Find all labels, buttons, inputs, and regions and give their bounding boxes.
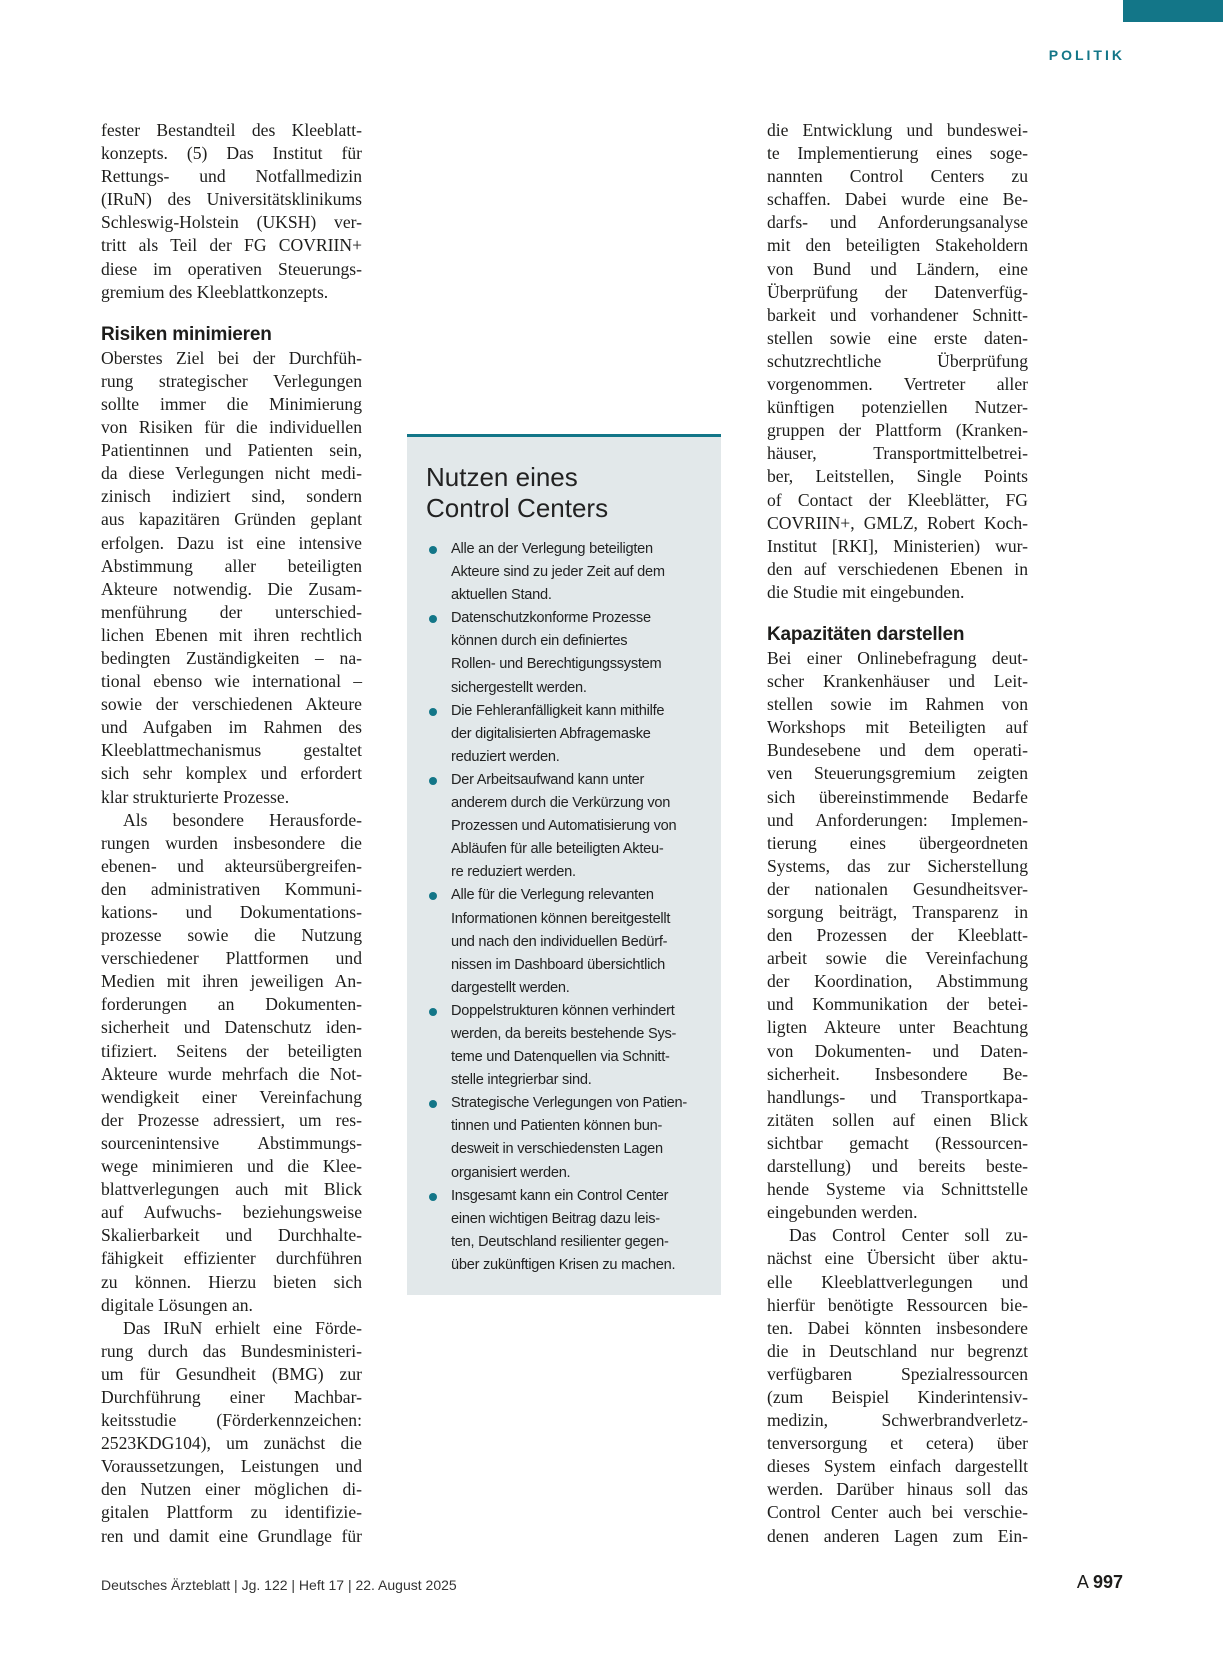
text-line: wendigkeit einer Vereinfachung bbox=[101, 1086, 362, 1107]
text-line: auf Aufwuchs- beziehungsweise bbox=[101, 1202, 362, 1223]
info-box-item-line: desweit in verschiedensten Lagen bbox=[451, 1141, 663, 1158]
bullet-icon bbox=[429, 615, 437, 623]
info-box-item-line: einen wichtigen Beitrag dazu leis- bbox=[451, 1210, 660, 1227]
info-box-item-line: re reduziert werden. bbox=[451, 864, 576, 881]
page-number-value: 997 bbox=[1092, 1572, 1123, 1592]
bullet-icon bbox=[429, 1100, 437, 1108]
text-line: 2523KDG104), um zunächst die bbox=[101, 1433, 362, 1454]
text-line: zinisch indiziert sind, sondern bbox=[101, 486, 362, 507]
text-line: COVRIIN+, GMLZ, Robert Koch- bbox=[767, 512, 1028, 533]
text-line: diese im operativen Steuerungs- bbox=[101, 258, 362, 279]
text-line: da diese Verlegungen nicht medi- bbox=[101, 463, 362, 484]
paragraph bbox=[767, 1224, 1028, 1547]
info-box-list bbox=[451, 538, 713, 1277]
text-line: lichen Ebenen mit ihren rechtlich bbox=[101, 624, 362, 645]
text-line: die in Deutschland nur begrenzt bbox=[767, 1340, 1028, 1361]
info-box-item-line: anderem durch die Verkürzung von bbox=[451, 795, 671, 812]
info-box-item-line: Alle an der Verlegung beteiligten bbox=[451, 541, 653, 557]
subheading-risiken: Risiken minimieren bbox=[101, 323, 272, 345]
text-line: gruppen der Plattform (Kranken- bbox=[767, 420, 1028, 441]
bullet-icon bbox=[429, 1008, 437, 1016]
paragraph bbox=[101, 119, 362, 304]
info-box-item-line: reduziert werden. bbox=[451, 748, 560, 765]
text-line: scher Krankenhäuser und Leit- bbox=[767, 671, 1028, 692]
info-box-item-line: nissen im Dashboard übersichtlich bbox=[451, 956, 666, 973]
info-box-item-line: Doppelstrukturen können verhindert bbox=[451, 1002, 675, 1019]
text-line: menführung der unterschied- bbox=[101, 601, 362, 622]
info-box-item-line: Datenschutzkonforme Prozesse bbox=[451, 610, 651, 627]
text-line: den Nutzen einer möglichen di- bbox=[101, 1479, 362, 1500]
paragraph bbox=[767, 119, 1028, 604]
text-line: eingebunden werden. bbox=[767, 1202, 918, 1223]
text-line: zu können. Hierzu bieten sich bbox=[101, 1271, 362, 1292]
text-line: und Aufgaben im Rahmen des bbox=[101, 717, 362, 738]
info-box-item-line: organisiert werden. bbox=[451, 1164, 571, 1181]
text-line: sicherheit und Datenschutz iden- bbox=[101, 1017, 362, 1038]
text-line: Das Control Center soll zu- bbox=[789, 1225, 1028, 1246]
text-line: gremium des Kleeblattkonzepts. bbox=[101, 281, 329, 302]
info-box-item bbox=[451, 1185, 713, 1277]
footer-citation: Deutsches Ärzteblatt | Jg. 122 | Heft 17 | 22. August 2025 bbox=[101, 1577, 457, 1593]
info-box-item-line: Prozessen und Automatisierung von bbox=[451, 818, 677, 835]
info-box-item-line: sichergestellt werden. bbox=[451, 679, 587, 696]
text-line: Akteure wurde mehrfach die Not- bbox=[101, 1063, 362, 1084]
text-line: Workshops mit Beteiligten auf bbox=[767, 717, 1028, 738]
info-box-title-line: Nutzen eines bbox=[426, 462, 578, 492]
text-line: te Implementierung eines soge- bbox=[767, 143, 1028, 164]
text-line: tierung eines übergeordneten bbox=[767, 832, 1028, 853]
text-line: Abstimmung aller beteiligten bbox=[101, 555, 362, 576]
text-line: sourcenintensive Abstimmungs- bbox=[101, 1132, 362, 1153]
text-line: die Entwicklung und bundeswei- bbox=[767, 120, 1028, 140]
info-box-item-line: der digitalisierten Abfragemaske bbox=[451, 725, 651, 742]
text-line: rung strategischer Verlegungen bbox=[101, 370, 362, 391]
text-line: darstellung) und bereits beste- bbox=[767, 1156, 1028, 1177]
info-box-item-line: tinnen und Patienten können bun- bbox=[451, 1118, 663, 1135]
page-number bbox=[1077, 1572, 1123, 1593]
right-column bbox=[767, 119, 1028, 1548]
text-line: Das IRuN erhielt eine Förde- bbox=[123, 1317, 362, 1338]
text-line: sorgung beiträgt, Transparenz in bbox=[767, 902, 1028, 922]
text-line: stellen sowie eine erste daten- bbox=[767, 327, 1028, 348]
text-line: Skalierbarkeit und Durchhalte- bbox=[101, 1225, 362, 1246]
text-line: aus kapazitären Gründen geplant bbox=[101, 509, 362, 530]
text-line: ten. Dabei könnten insbesondere bbox=[767, 1317, 1028, 1338]
text-line: fähigkeit effizienter durchführen bbox=[101, 1248, 362, 1269]
bullet-icon bbox=[429, 777, 437, 785]
text-line: sich übereinstimmende Bedarfe bbox=[767, 786, 1028, 807]
text-line: Voraussetzungen, Leistungen und bbox=[101, 1456, 362, 1477]
text-line: um für Gesundheit (BMG) zur bbox=[101, 1363, 362, 1384]
info-box-item-line: Abläufen für alle beteiligten Akteu- bbox=[451, 841, 664, 858]
text-line: der Prozesse adressiert, um res- bbox=[101, 1109, 362, 1130]
info-box-item-line: Strategische Verlegungen von Patien- bbox=[451, 1095, 688, 1112]
text-line: tritt als Teil der FG COVRIIN+ bbox=[101, 235, 362, 256]
text-line: Bundesebene und dem operati- bbox=[767, 740, 1028, 761]
text-line: verfügbaren Spezialressourcen bbox=[767, 1363, 1028, 1384]
text-line: dieses System einfach dargestellt bbox=[767, 1456, 1028, 1477]
text-line: klar strukturierte Prozesse. bbox=[101, 786, 290, 807]
text-line: tional ebenso wie international – bbox=[101, 671, 362, 692]
text-line: kations- und Dokumentations- bbox=[101, 902, 362, 922]
text-line: barkeit und vorhandener Schnitt- bbox=[767, 304, 1028, 325]
text-line: und Anforderungen: Implemen- bbox=[767, 809, 1028, 830]
text-line: Oberstes Ziel bei der Durchfüh- bbox=[101, 347, 362, 368]
info-box-item-line: und nach den individuellen Bedürf- bbox=[451, 933, 668, 950]
text-line: gitalen Plattform zu identifizie- bbox=[101, 1502, 362, 1523]
page-prefix: A bbox=[1076, 1572, 1088, 1592]
text-line: der nationalen Gesundheitsver- bbox=[767, 878, 1028, 899]
bullet-icon bbox=[429, 1193, 437, 1201]
text-line: sichtbar gemacht (Ressourcen- bbox=[767, 1132, 1028, 1153]
text-line: sollte immer die Minimierung bbox=[101, 393, 362, 414]
text-line: sowie der verschiedenen Akteure bbox=[101, 694, 362, 715]
text-line: Kleeblattmechanismus gestaltet bbox=[101, 740, 362, 761]
info-box-item-line: Akteure sind zu jeder Zeit auf dem bbox=[451, 564, 665, 581]
info-box-item-line: Insgesamt kann ein Control Center bbox=[451, 1187, 669, 1204]
text-line: prozesse sowie die Nutzung bbox=[101, 925, 362, 946]
info-box-item bbox=[451, 884, 713, 999]
info-box-item-line: ten, Deutschland resilienter gegen- bbox=[451, 1233, 669, 1250]
text-line: digitale Lösungen an. bbox=[101, 1294, 253, 1315]
info-box-item-line: dargestellt werden. bbox=[451, 979, 570, 996]
paragraph bbox=[767, 647, 1028, 1224]
text-line: den administrativen Kommuni- bbox=[101, 878, 362, 899]
text-line: tenversorgung et cetera) über bbox=[767, 1433, 1028, 1454]
text-line: sich sehr komplex und erfordert bbox=[101, 763, 362, 784]
text-line: ligten Akteure unter Beachtung bbox=[767, 1017, 1028, 1038]
info-box-title-line: Control Centers bbox=[426, 493, 609, 523]
text-line: Rettungs- und Notfallmedizin bbox=[101, 166, 362, 187]
info-box-item-line: können durch ein definiertes bbox=[451, 633, 628, 650]
info-box-item-line: aktuellen Stand. bbox=[451, 587, 552, 604]
info-box-item bbox=[451, 607, 713, 699]
info-box-item-line: stelle integrierbar sind. bbox=[451, 1072, 592, 1089]
section-label: POLITIK bbox=[1048, 47, 1125, 63]
text-line: (IRuN) des Universitätsklinikums bbox=[101, 189, 362, 210]
info-box-item-line: Die Fehleranfälligkeit kann mithilfe bbox=[451, 702, 665, 719]
text-line: schaffen. Dabei wurde eine Be- bbox=[767, 189, 1028, 210]
text-line: Bei einer Onlinebefragung deut- bbox=[767, 647, 1028, 668]
info-box-item bbox=[451, 769, 713, 884]
text-line: denen anderen Lagen zum Ein- bbox=[767, 1525, 1028, 1546]
text-line: zitäten sollen auf einen Blick bbox=[767, 1109, 1028, 1130]
paragraph bbox=[101, 1317, 362, 1548]
text-line: darfs- und Anforderungsanalyse bbox=[767, 212, 1028, 233]
text-line: fester Bestandteil des Kleeblatt- bbox=[101, 120, 362, 140]
text-line: konzepts. (5) Das Institut für bbox=[101, 143, 362, 164]
text-line: tifiziert. Seitens der beteiligten bbox=[101, 1040, 362, 1061]
info-box-item bbox=[451, 1092, 713, 1184]
text-line: handlungs- und Transportkapa- bbox=[767, 1086, 1028, 1107]
bullet-icon bbox=[429, 708, 437, 716]
text-line: ven Steuerungsgremium zeigten bbox=[767, 763, 1028, 784]
text-line: keitsstudie (Förderkennzeichen: bbox=[101, 1410, 362, 1431]
info-box bbox=[407, 434, 721, 1295]
text-line: forderungen an Dokumenten- bbox=[101, 994, 362, 1015]
info-box-title bbox=[426, 462, 608, 524]
text-line: bedingten Zuständigkeiten – na- bbox=[101, 647, 362, 668]
text-line: und Kommunikation der betei- bbox=[767, 994, 1028, 1015]
text-line: hierfür benötigte Ressourcen bie- bbox=[767, 1294, 1028, 1315]
text-line: of Contact der Kleeblätter, FG bbox=[767, 489, 1028, 510]
text-line: nannten Control Centers zu bbox=[767, 166, 1028, 187]
text-line: von Bund und Ländern, eine bbox=[767, 258, 1028, 279]
text-line: Control Center auch bei verschie- bbox=[767, 1502, 1028, 1523]
text-line: Als besondere Herausforde- bbox=[123, 809, 362, 830]
text-line: ren und damit eine Grundlage für bbox=[101, 1525, 362, 1546]
text-line: Institut [RKI], Ministerien) wur- bbox=[767, 535, 1028, 556]
text-line: erfolgen. Dazu ist eine intensive bbox=[101, 532, 362, 553]
text-line: ebenen- und akteursübergreifen- bbox=[101, 855, 362, 876]
subheading-kapazitaeten: Kapazitäten darstellen bbox=[767, 623, 965, 645]
text-line: Akteure notwendig. Die Zusam- bbox=[101, 578, 362, 599]
text-line: wege minimieren und die Klee- bbox=[101, 1156, 362, 1177]
header-accent-bar bbox=[1123, 0, 1223, 22]
text-line: blattverlegungen auch mit Blick bbox=[101, 1179, 362, 1200]
paragraph bbox=[101, 347, 362, 809]
text-line: schutzrechtliche Überprüfung bbox=[767, 350, 1028, 371]
text-line: stellen sowie im Rahmen von bbox=[767, 694, 1028, 715]
text-line: werden. Darüber hinaus soll das bbox=[767, 1479, 1028, 1500]
text-line: mit den beteiligten Stakeholdern bbox=[767, 235, 1028, 256]
text-line: rungen wurden insbesondere die bbox=[101, 832, 362, 853]
text-line: Patientinnen und Patienten sein, bbox=[101, 440, 362, 461]
text-line: von Dokumenten- und Daten- bbox=[767, 1040, 1028, 1061]
bullet-icon bbox=[429, 892, 437, 900]
text-line: nächst eine Übersicht über aktu- bbox=[767, 1248, 1028, 1269]
text-line: Durchführung einer Machbar- bbox=[101, 1386, 362, 1407]
text-line: den Prozessen der Kleeblatt- bbox=[767, 925, 1028, 946]
info-box-item-line: werden, da bereits bestehende Sys- bbox=[451, 1025, 677, 1042]
text-line: rung durch das Bundesministeri- bbox=[101, 1340, 362, 1361]
bullet-icon bbox=[429, 546, 437, 554]
text-line: ber, Leitstellen, Single Points bbox=[767, 466, 1028, 487]
text-line: verschiedener Plattformen und bbox=[101, 948, 362, 969]
info-box-item-line: Rollen- und Berechtigungssystem bbox=[451, 656, 662, 673]
text-line: von Risiken für die individuellen bbox=[101, 417, 362, 438]
paragraph bbox=[101, 809, 362, 1317]
info-box-item-line: teme und Datenquellen via Schnitt- bbox=[451, 1049, 670, 1066]
text-line: den auf verschiedenen Ebenen in bbox=[767, 558, 1028, 579]
text-line: hende Systeme via Schnittstelle bbox=[767, 1179, 1028, 1200]
text-line: häuser, Transportmittelbetrei- bbox=[767, 443, 1028, 464]
text-line: die Studie mit eingebunden. bbox=[767, 581, 965, 602]
text-line: Systems, das zur Sicherstellung bbox=[767, 855, 1028, 876]
text-line: Medien mit ihren jeweiligen An- bbox=[101, 971, 362, 992]
text-line: der Koordination, Abstimmung bbox=[767, 971, 1028, 992]
text-line: Schleswig-Holstein (UKSH) ver- bbox=[101, 212, 362, 233]
text-line: (zum Beispiel Kinderintensiv- bbox=[767, 1386, 1028, 1407]
text-line: Überprüfung der Datenverfüg- bbox=[767, 281, 1028, 302]
left-column bbox=[101, 119, 362, 1548]
text-line: künftigen potenziellen Nutzer- bbox=[767, 397, 1028, 418]
text-line: medizin, Schwerbrandverletz- bbox=[767, 1410, 1028, 1431]
info-box-item-line: Alle für die Verlegung relevanten bbox=[451, 887, 654, 904]
info-box-item bbox=[451, 700, 713, 769]
info-box-item-line: Der Arbeitsaufwand kann unter bbox=[451, 771, 645, 788]
text-line: vorgenommen. Vertreter aller bbox=[767, 374, 1028, 395]
text-line: arbeit sowie die Vereinfachung bbox=[767, 948, 1028, 969]
text-line: elle Kleeblattverlegungen und bbox=[767, 1271, 1028, 1292]
text-line: sicherheit. Insbesondere Be- bbox=[767, 1063, 1028, 1084]
info-box-item bbox=[451, 1000, 713, 1092]
info-box-item bbox=[451, 538, 713, 607]
info-box-item-line: Informationen können bereitgestellt bbox=[451, 910, 671, 927]
info-box-item-line: über zukünftigen Krisen zu machen. bbox=[451, 1256, 676, 1273]
